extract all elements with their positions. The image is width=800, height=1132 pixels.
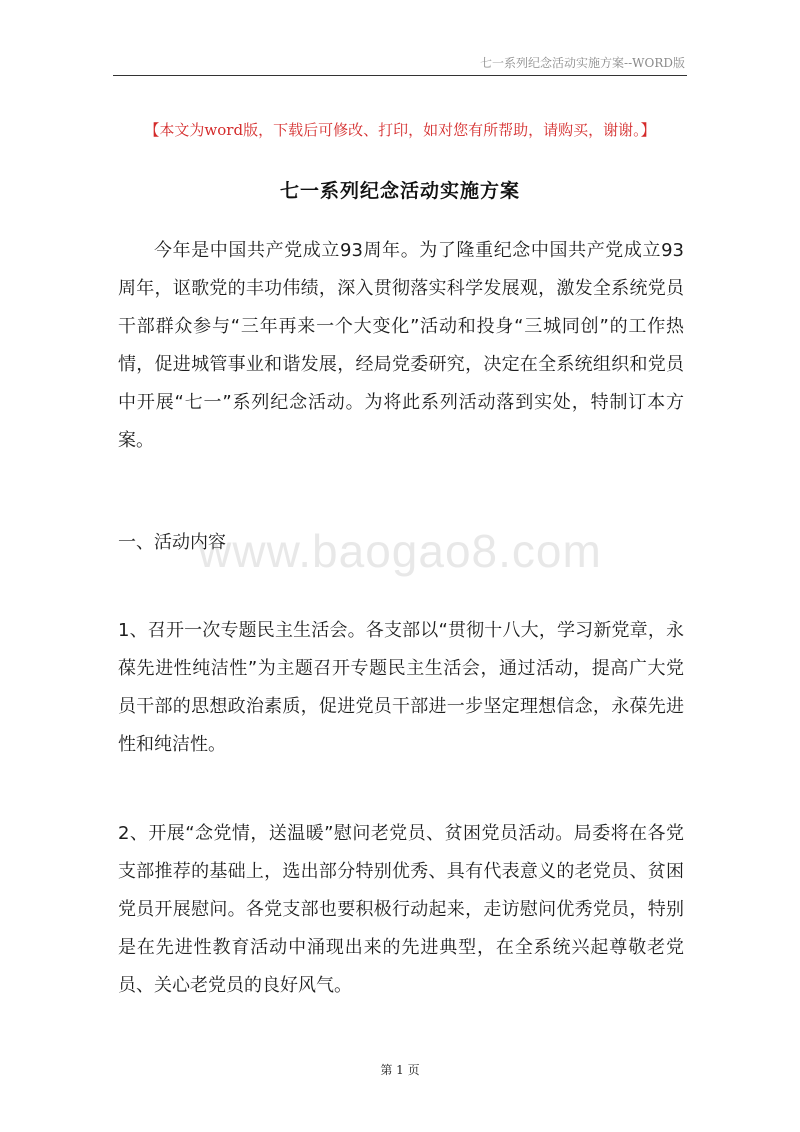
list-item-2: 2、开展“念党情，送温暖”慰问老党员、贫困党员活动。局委将在各党支部推荐的基础上，选出部分特别优秀、具有代表意义的老党员、贫困党员开展慰问。各党支部也要积极行动起来，走访慰问优秀党员，特别是在先进性教育活动中涌现出来的先进典型，在全系统兴起尊敬老党员、关心老党员的良好风气。 (118, 823, 684, 996)
intro-paragraph: 今年是中国共产党成立93周年。为了隆重纪念中国共产党成立93周年，讴歌党的丰功伟绩，深入贯彻落实科学发展观，激发全系统党员干部群众参与“三年再来一个大变化”活动和投身“三城同创”的工作热情，促进城管事业和谐发展，经局党委研究，决定在全系统组织和党员中开展“七一”系列纪念活动。为将此系列活动落到实处，特制订本方案。 (118, 240, 684, 451)
page-number: 第 1 页 (380, 1063, 420, 1077)
section-heading-activities: 一、活动内容 (118, 532, 226, 553)
download-notice: 【本文为word版，下载后可修改、打印，如对您有所帮助，请购买，谢谢。】 (144, 121, 656, 139)
running-header: 七一系列纪念活动实施方案--WORD版 (480, 56, 685, 70)
document-title: 七一系列纪念活动实施方案 (279, 180, 520, 202)
watermark: www.baogao8.com (198, 525, 602, 577)
header-divider (113, 75, 687, 76)
list-item-1: 1、召开一次专题民主生活会。各支部以“贯彻十八大，学习新党章，永葆先进性纯洁性”为主题召开专题民主生活会，通过活动，提高广大党员干部的思想政治素质，促进党员干部进一步坚定理想信念，永葆先进性和纯洁性。 (118, 620, 684, 755)
